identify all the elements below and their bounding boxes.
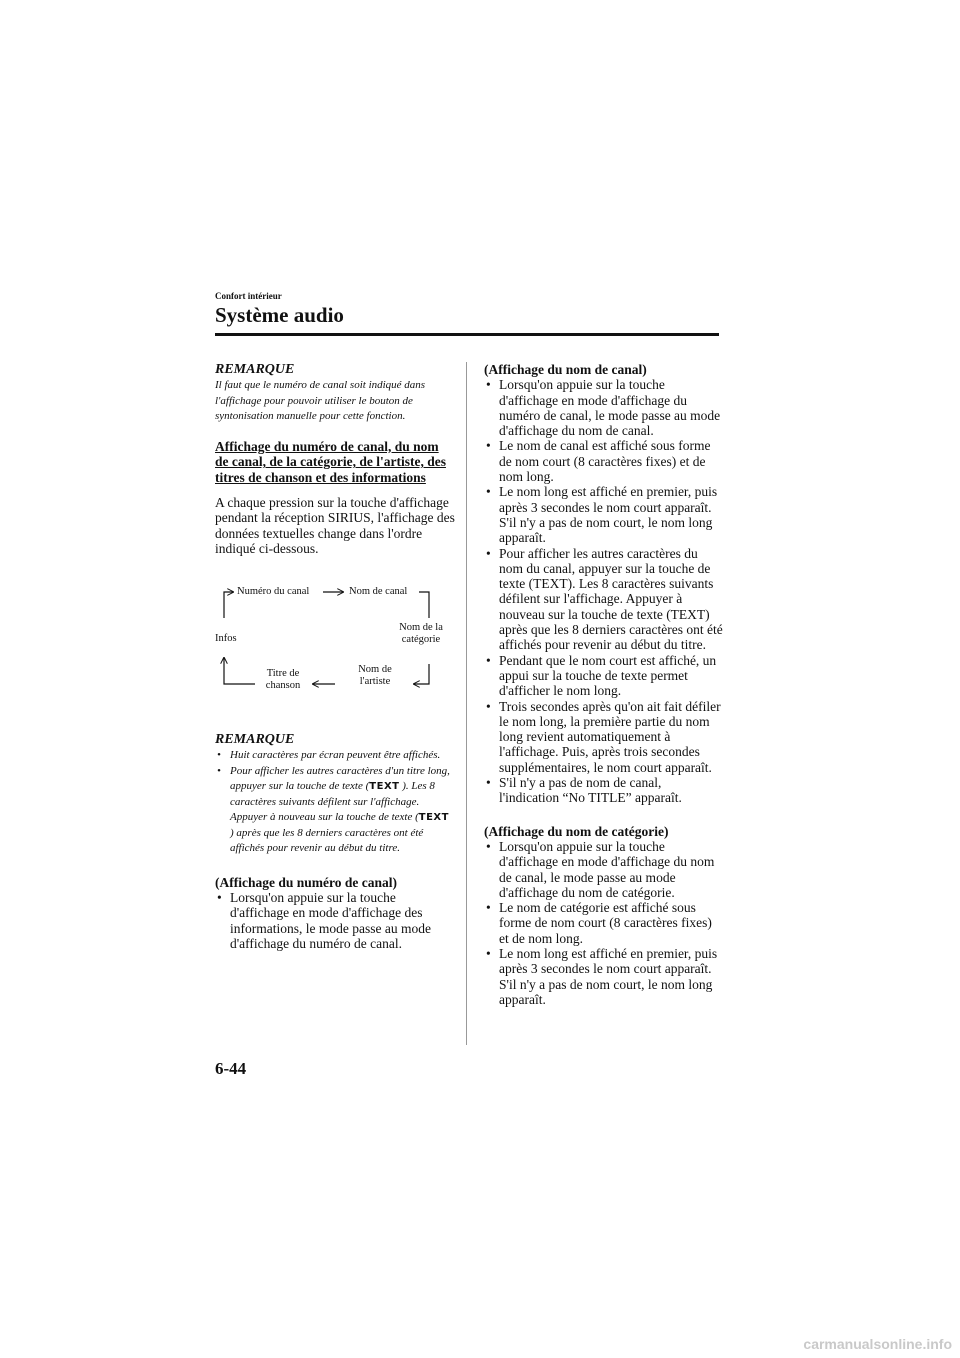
list-item: • Pendant que le nom court est affiché, un appui sur la touche de texte permet d'afficher le nom long. [484, 653, 724, 699]
section-label: Confort intérieur [215, 291, 282, 301]
list-item: • Lorsqu'on appuie sur la touche d'affichage en mode d'affichage du numéro de canal, le mode passe au mode d'affichage du nom de canal. [484, 377, 724, 438]
diagram-label-channel-name: Nom de canal [349, 586, 408, 598]
list-item: • Le nom de catégorie est affiché sous forme de nom court (8 caractères fixes) et de nom long. [484, 900, 724, 946]
right-column [484, 362, 724, 1007]
channel-name-list [484, 377, 724, 805]
arrow-category-to-artist [414, 664, 429, 684]
channel-number-heading: (Affichage du numéro de canal) [215, 874, 397, 890]
diagram-label-category: Nom de la catégorie [399, 622, 443, 646]
note-bullet [215, 764, 455, 857]
arrow-info-to-channel-number [224, 592, 233, 618]
diagram-label-artist: Nom de l'artiste [358, 664, 392, 688]
note-bullet-text: ) après que les 8 derniers caractères ont été affichés pour revenir au début du titre. [230, 826, 424, 855]
page-title: Système audio [215, 303, 344, 327]
channel-number-list [215, 890, 455, 951]
note-bullet-text: Huit caractères par écran peuvent être affichés. [230, 749, 441, 762]
arrow-channel-name-to-category [419, 592, 429, 618]
diagram-label-song-title: Titre de chanson [265, 668, 301, 692]
arrow-song-to-info [224, 658, 255, 684]
list-item: • Le nom de canal est affiché sous forme de nom court (8 caractères fixes) et de nom long. [484, 438, 724, 484]
page-number: 6-44 [215, 1059, 247, 1078]
section-subheading: Affichage du numéro de canal, du nom de canal, de la catégorie, de l'artiste, des titres de chanson et des informations [215, 438, 446, 485]
note-bullet-list [215, 748, 455, 857]
title-rule [215, 333, 719, 336]
text-key-icon: TEXT [369, 781, 400, 793]
list-item: • Lorsqu'on appuie sur la touche d'affichage en mode d'affichage des informations, le mode passe au mode d'affichage du numéro de canal. [215, 890, 455, 951]
list-item: • Le nom long est affiché en premier, puis après 3 secondes le nom court apparaît. S'il n'y a pas de nom court, le nom long apparaît. [484, 484, 724, 545]
intro-paragraph: A chaque pression sur la touche d'affichage pendant la réception SIRIUS, l'affichage des données textuelles change dans l'ordre indiqué ci-dessous. [215, 495, 455, 556]
note-heading: REMARQUE [215, 732, 295, 748]
channel-name-heading: (Affichage du nom de canal) [484, 362, 647, 377]
list-item: • Lorsqu'on appuie sur la touche d'affichage en mode d'affichage du nom de canal, le mode passe au mode d'affichage du nom de catégorie. [484, 839, 724, 900]
note-2 [215, 732, 455, 857]
note-bullet-text: Pour afficher les autres caractères d'un titre long, appuyer sur la touche de texte ( [230, 764, 450, 793]
display-order-diagram [215, 574, 455, 714]
note-text: Il faut que le numéro de canal soit indiqué dans l'affichage pour pouvoir utiliser le bouton de syntonisation manuelle pour cette fonction. [215, 379, 426, 422]
watermark: carmanualsonline.info [803, 1336, 952, 1352]
diagram-label-channel-number: Numéro du canal [237, 586, 310, 598]
category-list [484, 839, 724, 1007]
note-bullet [215, 748, 455, 764]
list-item: • Le nom long est affiché en premier, puis après 3 secondes le nom court apparaît. S'il n'y a pas de nom court, le nom long apparaît. [484, 946, 724, 1007]
text-key-icon: TEXT [418, 812, 449, 824]
note-heading: REMARQUE [215, 362, 295, 377]
diagram-label-info: Infos [215, 633, 237, 645]
note-bullet-text: ). Les 8 caractères suivants défilent sur l'affichage. Appuyer à nouveau sur la touche de texte ( [230, 780, 435, 824]
column-divider [466, 362, 467, 1045]
list-item: • Trois secondes après qu'on ait fait défiler le nom long, la première partie du nom long revient automatiquement à l'affichage. Puis, après trois secondes supplémentaires, le nom court apparaît. [484, 699, 724, 775]
list-item: • S'il n'y a pas de nom de canal, l'indication “No TITLE” apparaît. [484, 775, 724, 806]
category-heading: (Affichage du nom de catégorie) [484, 823, 669, 839]
left-column [215, 362, 455, 951]
list-item: • Pour afficher les autres caractères du nom du canal, appuyer sur la touche de texte (TEXT). Les 8 caractères suivants défilent sur l'affichage. Appuyer à nouveau sur la touche de texte (TEXT) après que les 8 derniers caractères ont été affichés pour revenir au début du titre. [484, 546, 724, 653]
